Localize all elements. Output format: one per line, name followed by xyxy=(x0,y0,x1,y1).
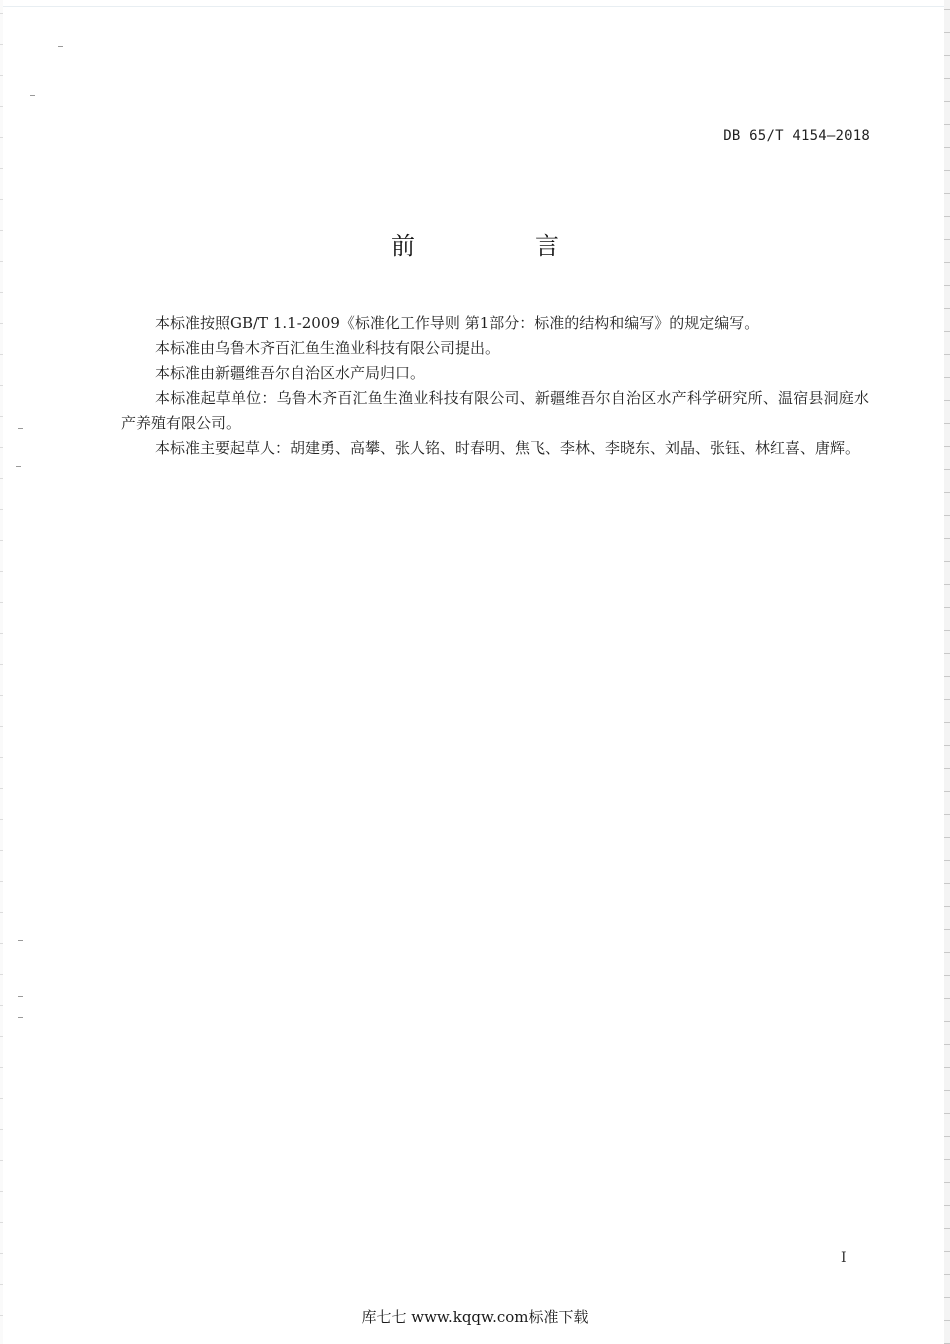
document-code: DB 65/T 4154—2018 xyxy=(723,128,870,144)
footer-watermark: 库七七 www.kqqw.com标准下载 xyxy=(361,1308,589,1326)
scan-speck xyxy=(16,466,21,467)
scan-speck xyxy=(18,940,23,941)
paragraph-drafters: 本标准主要起草人：胡建勇、高攀、张人铭、时春明、焦飞、李林、李晓东、刘晶、张钰、林红喜、唐辉。 xyxy=(155,439,861,457)
paragraph-drafting-units: 本标准起草单位：乌鲁木齐百汇鱼生渔业科技有限公司、新疆维吾尔自治区水产科学研究所、温宿县洞庭水产养殖有限公司。 xyxy=(121,389,869,432)
right-scan-edge xyxy=(944,0,950,1344)
scan-speck xyxy=(18,1017,23,1018)
paragraph-proposer: 本标准由乌鲁木齐百汇鱼生渔业科技有限公司提出。 xyxy=(155,339,501,357)
scan-speck xyxy=(18,428,23,429)
paragraph-administrator: 本标准由新疆维吾尔自治区水产局归口。 xyxy=(155,364,426,382)
paragraph-drafting-rule: 本标准按照GB/T 1.1-2009《标准化工作导则 第1部分：标准的结构和编写》的规定编写。 xyxy=(155,314,760,332)
top-scan-rule xyxy=(0,6,950,7)
scan-speck xyxy=(58,46,63,47)
scan-speck xyxy=(30,95,35,96)
page-number: I xyxy=(841,1250,847,1266)
foreword-body xyxy=(121,311,869,461)
left-scan-edge xyxy=(0,0,3,1344)
scan-speck xyxy=(18,996,23,997)
page-title: 前 言 xyxy=(391,232,607,260)
